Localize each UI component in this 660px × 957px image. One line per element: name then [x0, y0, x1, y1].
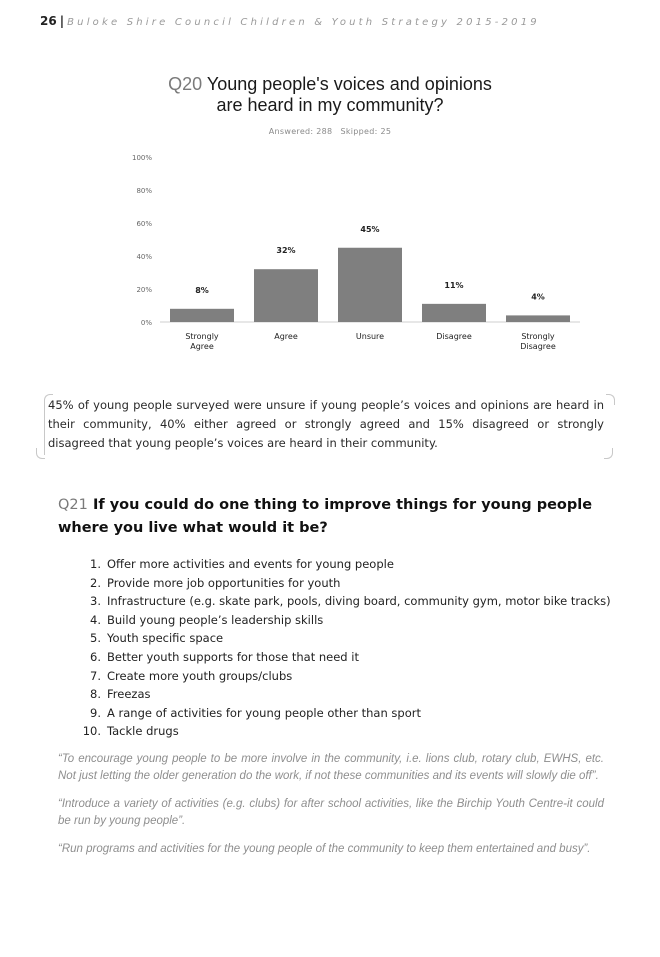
q20-number: Q20	[168, 74, 203, 94]
y-tick-label: 40%	[136, 253, 152, 261]
bar	[254, 269, 318, 322]
x-category-label-line: Strongly	[521, 332, 555, 341]
q20-title-line1: Young people's voices and opinions	[206, 74, 492, 94]
y-tick-label: 80%	[136, 187, 152, 195]
y-tick-label: 20%	[136, 286, 152, 294]
x-category-label-line: Disagree	[436, 332, 472, 341]
bar-value-label: 8%	[195, 285, 209, 295]
list-item: 2. Provide more job opportunities for youth	[90, 575, 341, 590]
y-tick-label: 60%	[136, 220, 152, 228]
bar-value-label: 45%	[360, 224, 380, 234]
x-category-label-line: Disagree	[520, 342, 556, 351]
list-item: 1. Offer more activities and events for young people	[90, 557, 394, 571]
q21-answer-list	[60, 555, 611, 741]
x-category-label-line: Unsure	[355, 332, 385, 341]
summary-bracket-bottom-left	[36, 448, 45, 459]
bar-value-label: 4%	[531, 292, 545, 302]
y-tick-label: 100%	[131, 154, 152, 162]
list-item: 7. Create more youth groups/clubs	[90, 668, 293, 683]
x-category-label	[436, 332, 472, 341]
summary-bracket-top-right	[606, 394, 615, 405]
bar	[170, 309, 234, 322]
quote: “To encourage young people to be more involve in the community, i.e. lions club, rotary club, EWHS, etc. Not just letting the older generation do the work, if not these communities and its events will slowly die off”.	[58, 753, 604, 782]
x-category-label	[274, 332, 298, 341]
bar-value-label: 32%	[276, 246, 296, 256]
q21-question: If you could do one thing to improve things for young people where you live what would it be?	[58, 497, 593, 536]
list-item: 3. Infrastructure (e.g. skate park, pools, diving board, community gym, motor bike tracks)	[90, 594, 611, 609]
bar	[422, 304, 486, 322]
x-category-label	[520, 332, 556, 351]
bar-value-label: 11%	[444, 280, 464, 290]
list-item: 5. Youth specific space	[90, 631, 224, 646]
q21-number: Q21	[58, 497, 88, 513]
answered-count: Answered: 288	[268, 127, 333, 136]
x-category-label	[356, 332, 384, 341]
quotes-section	[58, 751, 604, 869]
quote: “Introduce a variety of activities (e.g. clubs) for after school activities, like the Birchip Youth Centre-it could be run by young people”.	[58, 798, 604, 827]
q20-title-line2: are heard in my community?	[216, 95, 444, 115]
list-item: 4. Build young people’s leadership skills	[90, 612, 324, 627]
list-item: 10. Tackle drugs	[82, 724, 179, 739]
header-separator: |	[59, 14, 65, 28]
list-item: 9. A range of activities for young people other than sport	[90, 705, 421, 720]
x-category-label-line: Agree	[274, 332, 298, 341]
x-category-label	[185, 332, 219, 351]
q20-summary: 45% of young people surveyed were unsure if young people’s voices and opinions are heard in their community, 40% either agreed or strongly agreed and 15% disagreed or strongly disagreed that young people’s voices are heard in their community.	[48, 398, 604, 450]
bar	[338, 248, 402, 322]
page-number: 26	[40, 14, 57, 28]
y-tick-label: 0%	[140, 319, 152, 327]
skipped-count: Skipped: 25	[340, 127, 392, 136]
summary-bracket-bottom-right	[604, 448, 613, 459]
list-item: 8. Freezas	[90, 687, 151, 702]
bar	[506, 315, 570, 322]
x-category-label-line: Agree	[190, 342, 214, 351]
document-title: Buloke Shire Council Children & Youth Strategy 2015-2019	[67, 17, 540, 28]
quote: “Run programs and activities for the young people of the community to keep them entertained and busy”.	[58, 843, 591, 855]
q21-title	[58, 494, 618, 540]
q20-bar-chart	[0, 0, 660, 380]
list-item: 6. Better youth supports for those that need it	[90, 649, 359, 664]
x-category-label-line: Strongly	[185, 332, 219, 341]
